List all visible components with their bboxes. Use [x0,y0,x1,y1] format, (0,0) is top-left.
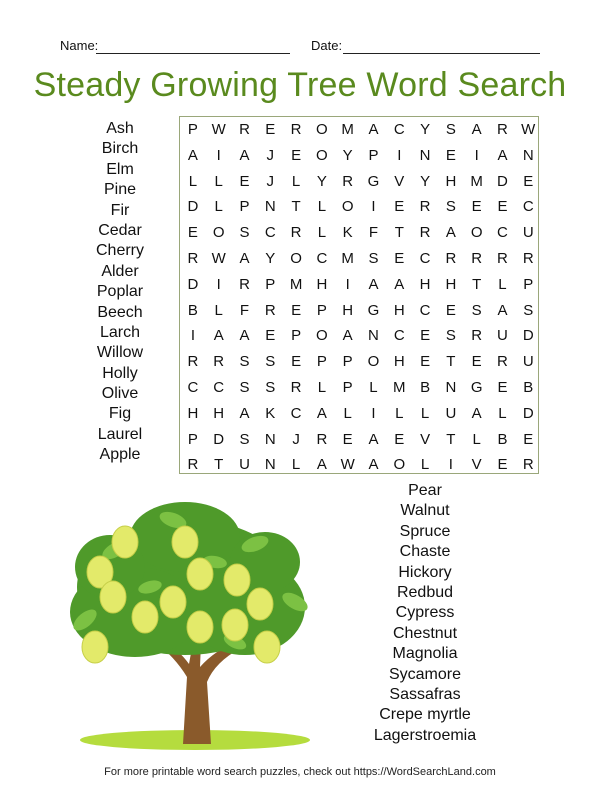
grid-cell: H [342,301,354,319]
word-list-item: Olive [101,385,139,403]
grid-cell: O [393,456,406,474]
date-label: Date: [311,38,343,53]
grid-cell: V [471,456,482,474]
grid-cell: R [419,224,431,242]
grid-cell: A [445,224,456,242]
grid-cell: N [419,146,431,164]
grid-cell: O [290,249,302,267]
grid-cell: L [343,404,352,422]
grid-cell: L [317,378,327,396]
grid-cell: U [522,224,534,242]
word-list-item: Pine [103,181,137,199]
word-list-item: Alder [101,262,139,280]
grid-cell: P [368,146,379,164]
grid-cell: M [289,275,303,293]
word-list-item: Cypress [395,604,455,622]
word-list-item: Pear [408,482,442,499]
grid-cell: H [419,275,431,293]
page-title: Steady Growing Tree Word Search [33,66,567,104]
grid-cell: W [211,249,226,267]
grid-cell: D [187,275,199,293]
grid-cell: P [523,275,534,293]
grid-cell: A [368,456,379,474]
grid-cell: I [448,456,453,474]
grid-cell: M [341,249,354,267]
grid-cell: R [239,275,250,293]
grid-cell: P [316,301,327,319]
grid-cell: E [471,353,482,371]
grid-cell: C [290,404,302,422]
word-list-left [80,119,160,466]
grid-cell: Y [265,249,276,267]
grid-cell: A [316,456,327,474]
grid-cell: L [291,456,301,474]
word-list-item: Redbud [396,583,454,601]
grid-cell: L [214,172,223,190]
footer-text: For more printable word search puzzles, check out https://WordSearchLand.com [104,766,496,778]
grid-cell: S [239,378,250,396]
grid-cell: R [471,249,483,267]
grid-cell: W [521,121,536,138]
grid-cell: R [497,121,508,138]
grid-cell: C [497,224,508,242]
grid-cell: P [342,353,353,371]
grid-cell: E [523,430,534,448]
grid-cell: O [341,198,354,216]
grid-cell: H [393,353,405,371]
word-list-item: Chestnut [392,624,458,642]
grid-cell: R [445,249,457,267]
grid-cell: K [342,224,353,242]
grid-cell: P [187,430,198,448]
grid-cell: C [419,301,431,319]
grid-cell: I [216,275,221,293]
word-list-item: Spruce [399,522,451,540]
word-list-item: Fig [108,405,132,423]
grid-cell: K [265,404,276,422]
grid-cell: T [291,198,301,216]
word-list-item: Cedar [98,221,142,239]
grid-cell: R [471,327,483,345]
grid-cell: E [342,430,353,448]
grid-cell: L [395,404,404,422]
grid-cell: N [264,430,276,448]
word-list-item: Cherry [95,242,144,260]
grid-cell: T [446,353,456,371]
grid-cell: P [239,198,250,216]
grid-cell: F [239,301,250,319]
grid-cell: A [368,121,379,138]
grid-cell: Y [342,146,353,164]
grid-cell: A [368,275,379,293]
grid-cell: F [368,224,379,242]
grid-cell: S [445,121,456,138]
letter-grid [180,117,541,478]
grid-cell: D [522,327,534,345]
grid-cell: S [523,301,534,319]
grid-cell: A [342,327,353,345]
grid-cell: H [213,404,225,422]
grid-cell: E [394,430,405,448]
word-list-item: Laurel [97,425,143,443]
grid-cell: E [394,198,405,216]
grid-cell: R [342,172,354,190]
word-list-item: Birch [101,140,139,158]
grid-cell: L [498,275,507,293]
grid-cell: M [470,172,483,190]
grid-cell: A [394,275,405,293]
grid-cell: L [317,198,327,216]
grid-cell: R [187,456,199,474]
grid-cell: S [265,353,276,371]
grid-cell: R [522,249,534,267]
grid-cell: D [522,404,534,422]
word-list-item: Fir [110,201,130,219]
grid-cell: R [187,353,199,371]
grid-cell: E [497,378,508,396]
word-list-item: Elm [106,160,134,178]
grid-cell: R [290,378,302,396]
word-list-item: Holly [102,364,138,382]
grid-cell: R [264,301,276,319]
grid-cell: E [445,146,456,164]
grid-cell: U [497,327,508,345]
grid-cell: J [292,430,300,448]
grid-cell: S [445,327,456,345]
grid-cell: L [420,456,430,474]
word-list-item: Apple [99,446,141,464]
grid-cell: Y [420,172,431,190]
grid-cell: C [393,121,405,138]
pear-tree-icon [55,492,315,757]
grid-cell: S [368,249,379,267]
grid-cell: R [522,456,534,474]
grid-cell: J [266,172,275,190]
grid-cell: L [214,198,223,216]
grid-cell: G [367,172,380,190]
word-list-item: Chaste [399,543,451,561]
grid-cell: A [497,301,508,319]
grid-cell: P [342,378,353,396]
grid-cell: E [497,198,508,216]
grid-cell: I [371,198,376,216]
grid-cell: P [291,327,302,345]
word-list-item: Ash [106,120,134,137]
word-list-item: Beech [97,303,143,321]
word-list-item: Larch [99,323,141,341]
grid-cell: E [291,301,302,319]
grid-cell: C [213,378,225,396]
grid-cell: I [474,146,479,164]
grid-cell: O [212,224,225,242]
grid-cell: E [265,121,276,138]
grid-cell: G [470,378,483,396]
grid-cell: M [393,378,406,396]
grid-cell: A [239,327,250,345]
grid-cell: L [472,430,481,448]
grid-cell: A [187,146,198,164]
grid-cell: R [239,121,250,138]
grid-cell: E [420,353,431,371]
grid-cell: L [188,172,198,190]
grid-cell: L [498,404,507,422]
grid-cell: A [497,146,508,164]
grid-cell: A [239,249,250,267]
grid-cell: N [264,198,276,216]
grid-cell: W [211,121,226,138]
grid-cell: S [239,224,250,242]
grid-cell: I [345,275,350,293]
grid-cell: H [445,172,457,190]
grid-cell: U [522,353,534,371]
grid-cell: Y [420,121,431,138]
grid-cell: O [367,353,380,371]
grid-cell: O [470,224,483,242]
grid-cell: A [239,146,250,164]
grid-cell: D [213,430,225,448]
word-list-item: Sassafras [389,685,461,703]
grid-cell: V [394,172,405,190]
grid-cell: E [497,456,508,474]
grid-cell: O [316,327,328,345]
grid-cell: E [291,146,302,164]
grid-cell: B [523,378,534,396]
word-list-item: Willow [96,344,144,362]
grid-cell: C [419,249,431,267]
grid-cell: R [497,353,508,371]
grid-cell: A [239,404,250,422]
grid-cell: E [187,224,198,242]
grid-cell: L [317,224,327,242]
grid-cell: Y [316,172,327,190]
grid-cell: C [264,224,276,242]
name-label: Name: [60,38,99,53]
grid-cell: R [213,353,225,371]
grid-cell: S [471,301,482,319]
word-list-item: Crepe myrtle [379,706,471,724]
grid-cell: L [214,301,223,319]
grid-cell: S [265,378,276,396]
grid-cell: R [316,430,328,448]
grid-cell: N [368,327,379,345]
grid-cell: A [368,430,379,448]
grid-cell: H [187,404,199,422]
grid-cell: B [420,378,431,396]
grid-cell: E [471,198,482,216]
grid-cell: B [497,430,508,448]
grid-cell: A [213,327,224,345]
grid-cell: A [471,404,482,422]
grid-cell: C [393,327,405,345]
grid-cell: S [445,198,456,216]
name-line [96,53,290,54]
grid-cell: T [214,456,224,474]
grid-cell: L [291,172,301,190]
grid-cell: I [190,327,195,345]
grid-cell: R [419,198,431,216]
grid-cell: P [265,275,276,293]
grid-cell: I [371,404,376,422]
grid-cell: H [445,275,457,293]
word-list-item: Hickory [398,563,452,581]
grid-cell: H [316,275,328,293]
grid-cell: E [291,353,302,371]
grid-cell: E [239,172,250,190]
grid-cell: N [264,456,276,474]
grid-cell: R [187,249,199,267]
grid-cell: D [187,198,199,216]
grid-cell: C [522,198,534,216]
grid-cell: J [266,146,275,164]
word-list-item: Sycamore [388,665,462,683]
grid-cell: G [367,301,380,319]
grid-cell: L [369,378,378,396]
grid-cell: C [316,249,328,267]
grid-cell: R [290,224,302,242]
grid-cell: E [445,301,456,319]
word-list-right [355,481,495,746]
grid-cell: I [216,146,221,164]
grid-cell: O [316,146,328,164]
date-line [343,53,540,54]
grid-cell: C [187,378,199,396]
grid-cell: U [445,404,457,422]
grid-cell: V [420,430,431,448]
grid-cell: L [420,404,430,422]
grid-cell: P [316,353,327,371]
grid-cell: W [340,456,355,474]
word-list-item: Walnut [400,502,450,520]
word-list-item: Magnolia [392,645,458,663]
word-list-item: Lagerstroemia [373,726,477,744]
grid-cell: R [497,249,508,267]
grid-cell: D [497,172,508,190]
grid-cell: P [187,121,198,138]
grid-cell: S [239,430,250,448]
grid-cell: H [393,301,405,319]
grid-cell: E [265,327,276,345]
grid-cell: O [316,121,328,138]
grid-cell: N [522,146,534,164]
grid-cell: T [472,275,482,293]
grid-cell: R [290,121,302,138]
grid-cell: B [187,301,198,319]
grid-cell: M [341,121,354,138]
grid-cell: E [523,172,534,190]
grid-cell: E [394,249,405,267]
grid-cell: I [397,146,402,164]
grid-cell: U [239,456,250,474]
grid-cell: T [446,430,456,448]
word-list-item: Poplar [96,283,144,301]
grid-cell: E [420,327,431,345]
grid-cell: A [471,121,482,138]
grid-cell: N [445,378,457,396]
grid-cell: A [316,404,327,422]
grid-cell: S [239,353,250,371]
grid-cell: T [394,224,404,242]
